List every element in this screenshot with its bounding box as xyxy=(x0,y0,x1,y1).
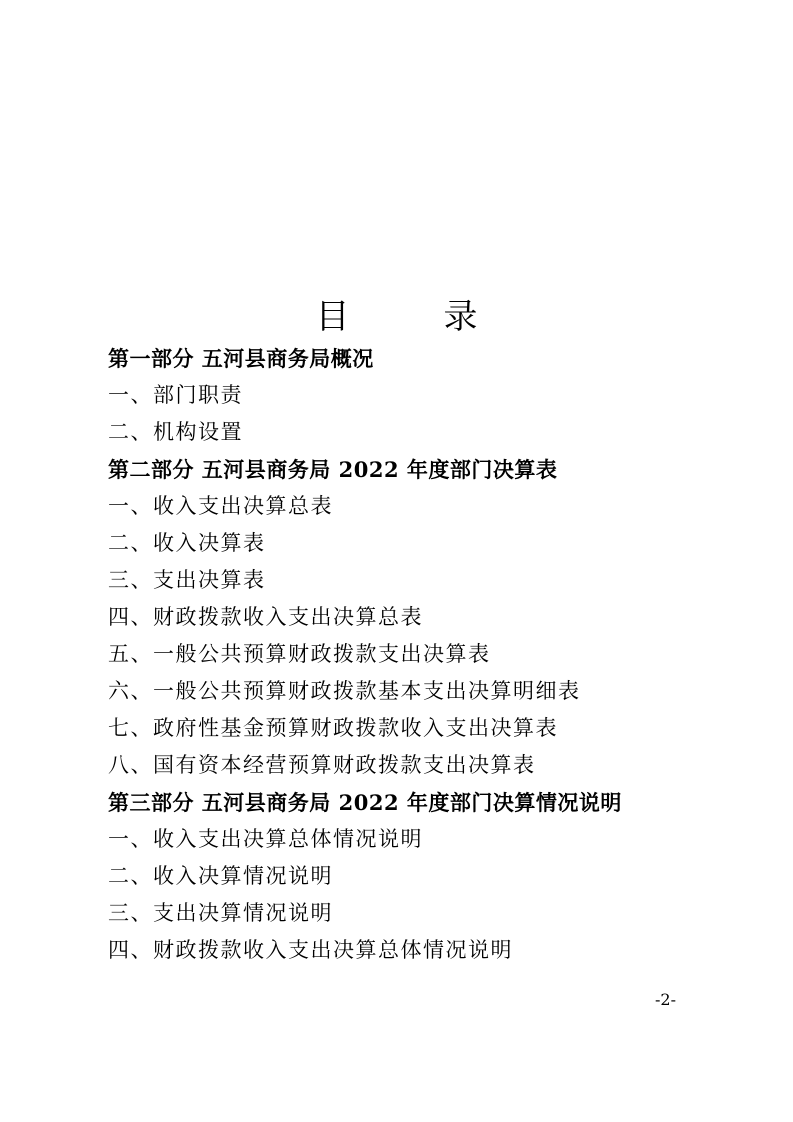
table-of-contents xyxy=(108,340,748,969)
page-number: -2- xyxy=(655,990,676,1009)
toc-part-1: 第一部分 五河县商务局概况 xyxy=(108,346,374,371)
toc-item: 七、政府性基金预算财政拨款收入支出决算表 xyxy=(108,716,558,740)
toc-item: 五、一般公共预算财政拨款支出决算表 xyxy=(108,642,491,666)
toc-item: 二、机构设置 xyxy=(108,420,243,444)
toc-item: 二、收入决算表 xyxy=(108,531,266,555)
toc-item: 四、财政拨款收入支出决算总表 xyxy=(108,605,423,629)
toc-item: 三、支出决算表 xyxy=(108,568,266,592)
toc-item: 六、一般公共预算财政拨款基本支出决算明细表 xyxy=(108,679,581,703)
toc-part-2: 第二部分 五河县商务局 2022 年度部门决算表 xyxy=(108,457,558,482)
toc-item: 一、收入支出决算总表 xyxy=(108,494,333,518)
toc-item: 三、支出决算情况说明 xyxy=(108,901,333,925)
toc-item: 一、部门职责 xyxy=(108,383,243,407)
toc-item: 四、财政拨款收入支出决算总体情况说明 xyxy=(108,938,513,962)
toc-item: 一、收入支出决算总体情况说明 xyxy=(108,827,423,851)
page-title: 目 录 xyxy=(315,297,508,337)
toc-item: 八、国有资本经营预算财政拨款支出决算表 xyxy=(108,753,536,777)
toc-item: 二、收入决算情况说明 xyxy=(108,864,333,888)
toc-part-3: 第三部分 五河县商务局 2022 年度部门决算情况说明 xyxy=(108,790,622,815)
